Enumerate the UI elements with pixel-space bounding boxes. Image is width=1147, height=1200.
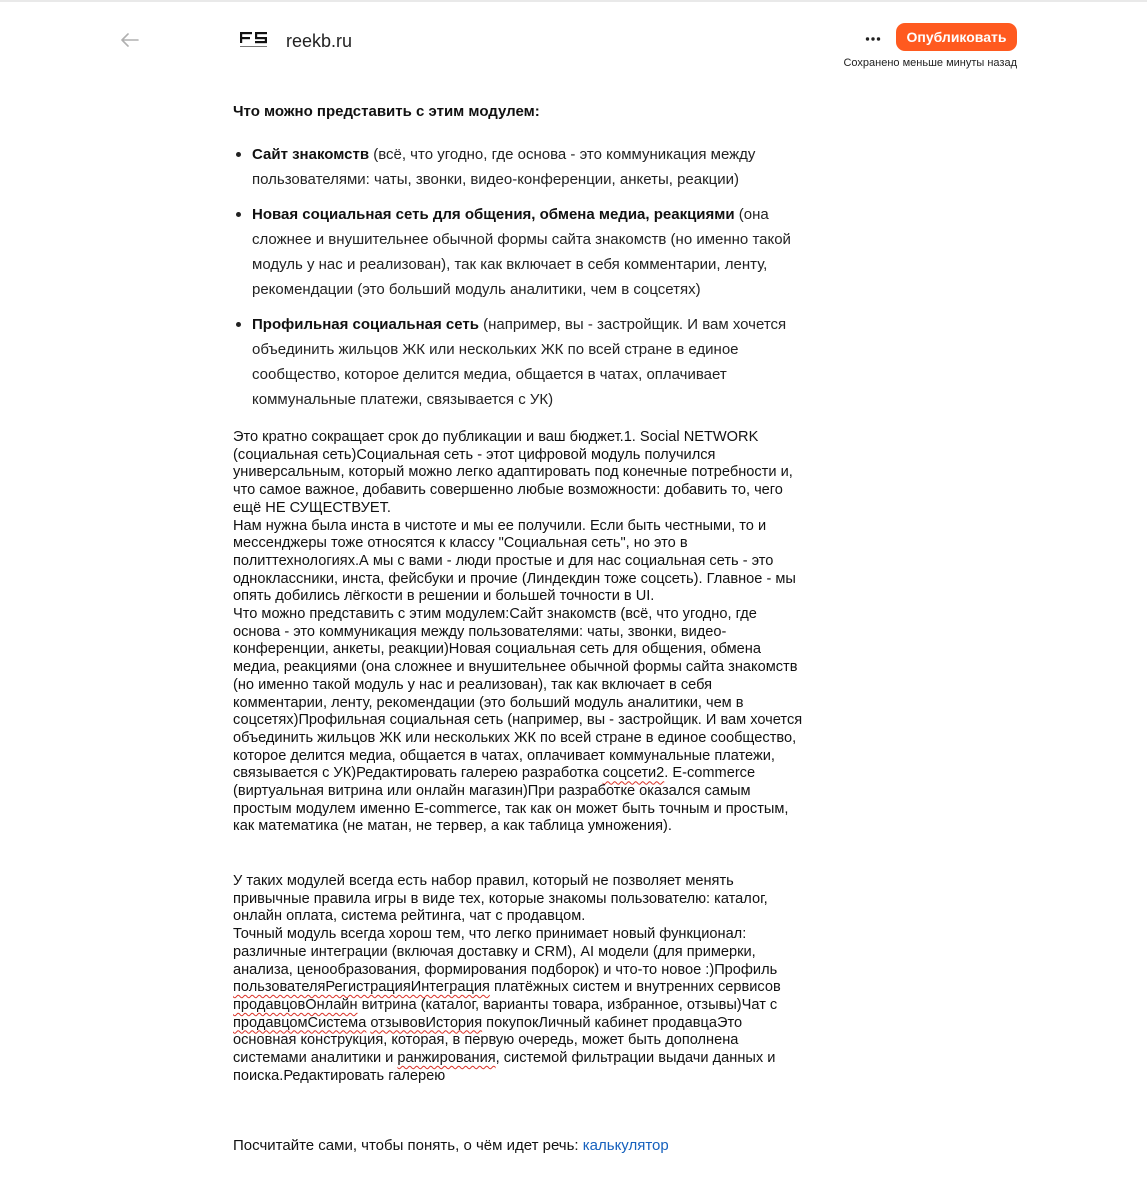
text-run: витрина (каталог, варианты товара, избранное, отзывы)Чат с — [357, 996, 778, 1013]
calculator-prompt — [233, 1137, 669, 1154]
more-dots-icon — [862, 26, 886, 50]
paragraph: У таких модулей всегда есть набор правил, который не позволяет менять привычные правила игры в виде тех, которые знакомы пользователю: каталог, онлайн оплата, система рейтинга, чат с продавцом. — [233, 873, 768, 925]
spellcheck-word[interactable]: соцсети2 — [602, 765, 665, 782]
list-item-title: Профильная социальная сеть — [252, 316, 479, 333]
text-run: платёжных систем и внутренних сервисов — [489, 979, 781, 996]
list-item-text: (она сложнее и внушительнее обычной формы сайта знакомств (но именно такой модуль у нас и реализован), так как включает в себя комментарии, ленту, рекомендации (это больший модуль аналитики, чем в соцсетях) — [252, 206, 791, 298]
spellcheck-word[interactable]: отзывовИстория — [370, 1014, 483, 1031]
list-item-text: (всё, что угодно, где основа - это коммуникация между пользователями: чаты, звонки, видео-конференции, анкеты, реакции) — [252, 146, 756, 188]
paragraph: Нам нужна была инста в чистоте и мы ее получили. Если быть честными, то и мессенджеры тоже относятся к классу "Социальная сеть", но это в политтехнологиях.А мы с вами - люди простые и для нас социальная сеть - это одноклассники, инста, фейсбуки и прочие (Линдекдин тоже соцсеть). Главное - мы опять добились лёгкости в решении и большей точности в UI. — [233, 517, 796, 605]
intro-heading: Что можно представить с этим модулем: — [233, 103, 540, 120]
site-logo-icon — [240, 31, 268, 49]
list-item-title: Сайт знакомств — [252, 146, 370, 163]
list-item — [233, 312, 803, 412]
article-body-block[interactable] — [233, 873, 803, 1085]
site-name[interactable]: reekb.ru — [286, 31, 353, 51]
text-run: Точный модуль всегда хорош тем, что легко принимает новый функционал: различные интеграции (включая доставку и CRM), AI модели (для примерки, анализа, ценообразования, формирования подборок) и что-то новое :)Профиль — [233, 926, 778, 978]
more-options-button[interactable] — [862, 26, 886, 50]
list-item — [233, 202, 803, 302]
text-run: Что можно представить с этим модулем:Сайт знакомств (всё, что угодно, где основа - это коммуникация между пользователями: чаты, звонки, видео-конференции, анкеты, реакции)Новая социальная сеть для общения, обмена медиа, реакциями (она сложнее и внушительнее обычной формы сайта знакомств (но именно такой модуль у нас и реализован), так как включает в себя комментарии, ленту, рекомендации (это больший модуль аналитики, чем в соцсетях)Профильная социальная сеть (например, вы - застройщик. И вам хочется объединить жильцов ЖК или нескольких ЖК по всей стране в единое сообщество, которое делится медиа, общается в чатах, оплачивает коммунальные платежи, связывается с УК)Редактировать галерею разработка — [233, 606, 803, 782]
list-item — [233, 142, 803, 192]
paragraph: Это кратно сокращает срок до публикации и ваш бюджет.1. Social NETWORK (социальная сеть)Социальная сеть - этот цифровой модуль получился универсальным, который можно легко адаптировать под конечные потребности и, что самое важное, добавить совершенно любые возможности: добавить то, чего ещё НЕ СУЩЕСТВУЕТ. — [233, 429, 793, 516]
footer-text: Посчитайте сами, чтобы понять, о чём идет речь: — [233, 1137, 583, 1154]
text-run: покупокЛичный кабинет продавцаЭто основная конструкция, которая, в первую очередь, может быть дополнена системами аналитики и — [233, 1014, 743, 1067]
spellcheck-word[interactable]: продавцовОнлайн — [233, 996, 358, 1013]
list-item-title: Новая социальная сеть для общения, обмена медиа, реакциями — [252, 206, 735, 223]
top-divider — [0, 0, 1147, 2]
paragraph — [233, 606, 803, 836]
arrow-left-icon — [118, 30, 142, 50]
text-run: , системой фильтрации выдачи данных и поиска.Редактировать галерею — [233, 1050, 776, 1084]
list-item-text: (например, вы - застройщик. И вам хочется объединить жильцов ЖК или нескольких ЖК по всей стране в единое сообщество, которое делится медиа, общается в чатах, оплачивает коммунальные платежи, связывается с УК) — [252, 316, 787, 408]
calculator-link[interactable]: калькулятор — [582, 1137, 669, 1154]
spellcheck-word[interactable]: пользователяРегистрацияИнтеграция — [233, 979, 490, 996]
spellcheck-word[interactable]: ранжирования — [397, 1050, 496, 1067]
article-body-block[interactable] — [233, 429, 803, 836]
text-run: . E-commerce (виртуальная витрина или онлайн магазин)При разработке оказался самым простым модулем именно E-commerce, так как он может быть точным и простым, как математика (не матан, не тервер, а как таблица умножения). — [233, 765, 789, 835]
module-examples-list — [233, 142, 803, 422]
save-status: Сохранено меньше минуты назад — [843, 57, 1017, 69]
paragraph — [233, 926, 803, 1085]
publish-button[interactable]: Опубликовать — [896, 23, 1017, 51]
spellcheck-word[interactable]: продавцомСистема — [233, 1014, 367, 1031]
back-button[interactable] — [118, 30, 142, 50]
